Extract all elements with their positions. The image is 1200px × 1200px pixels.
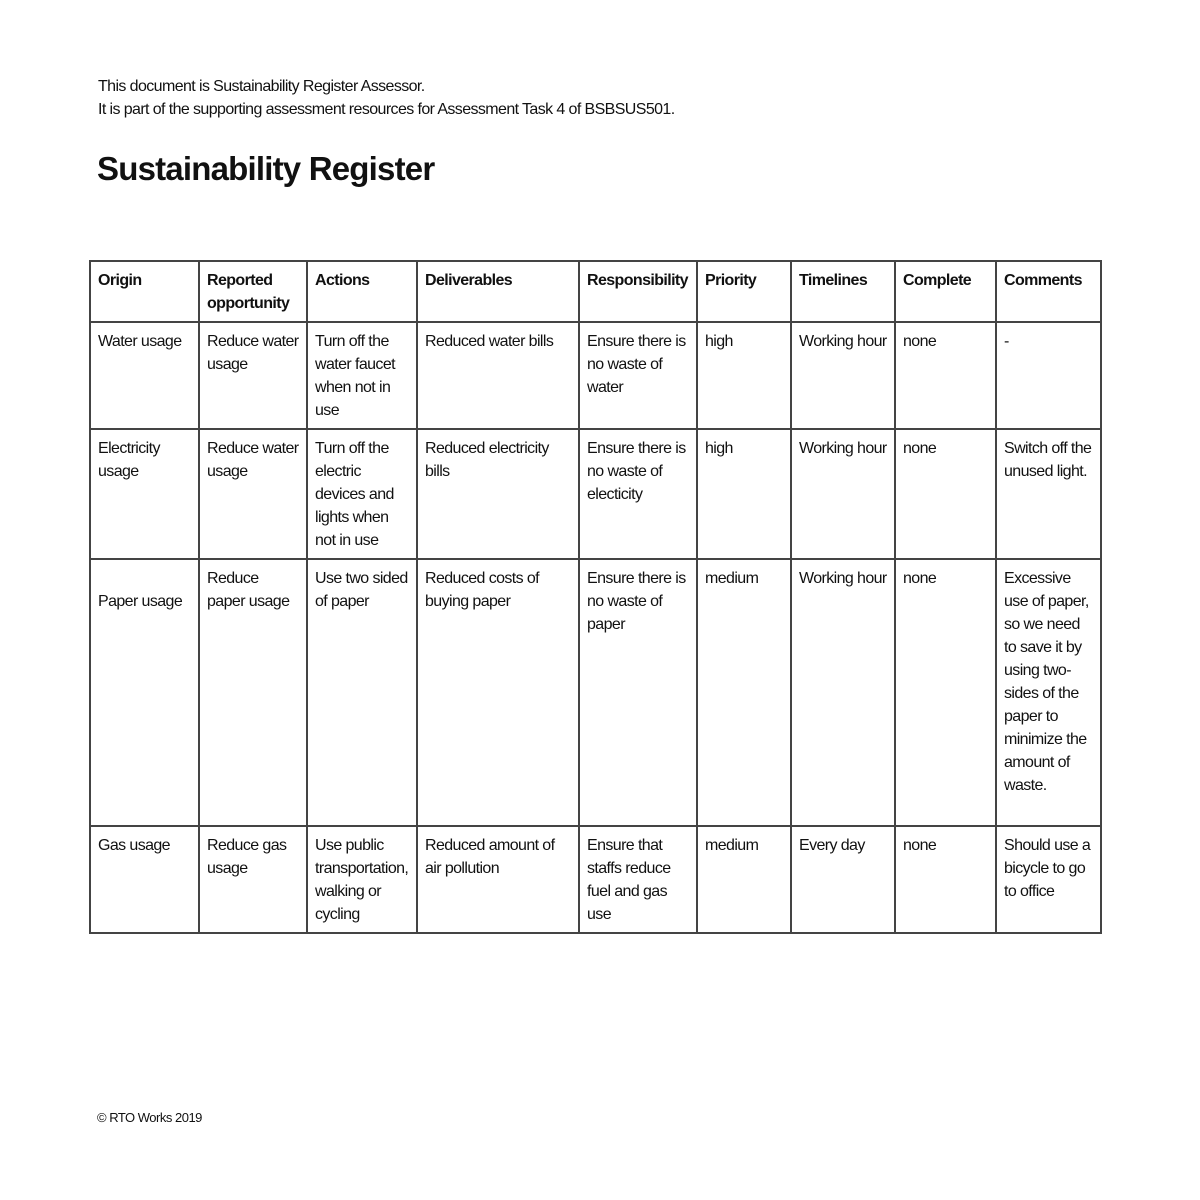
table-row bbox=[90, 322, 1101, 429]
cell-priority: medium bbox=[697, 826, 791, 933]
cell-deliverables: Reduced electricity bills bbox=[417, 429, 579, 559]
header-actions: Actions bbox=[307, 261, 417, 322]
header-priority: Priority bbox=[697, 261, 791, 322]
cell-actions: Turn off the water faucet when not in use bbox=[307, 322, 417, 429]
header-origin: Origin bbox=[90, 261, 199, 322]
cell-deliverables: Reduced water bills bbox=[417, 322, 579, 429]
table-row bbox=[90, 826, 1101, 933]
header-deliverables: Deliverables bbox=[417, 261, 579, 322]
page-title: Sustainability Register bbox=[97, 150, 435, 187]
header-comments: Comments bbox=[996, 261, 1101, 322]
intro-text bbox=[98, 75, 675, 121]
cell-complete: none bbox=[895, 559, 996, 826]
cell-priority: high bbox=[697, 322, 791, 429]
cell-priority: medium bbox=[697, 559, 791, 826]
cell-comments: - bbox=[996, 322, 1101, 429]
cell-actions: Use two sided of paper bbox=[307, 559, 417, 826]
cell-complete: none bbox=[895, 322, 996, 429]
table-row bbox=[90, 559, 1101, 826]
cell-deliverables: Reduced costs of buying paper bbox=[417, 559, 579, 826]
table-header-row bbox=[90, 261, 1101, 322]
header-reported-opportunity: Reported opportunity bbox=[199, 261, 307, 322]
cell-timelines: Working hour bbox=[791, 559, 895, 826]
cell-complete: none bbox=[895, 826, 996, 933]
cell-comments: Excessive use of paper, so we need to save it by using two-sides of the paper to minimize the amount of waste. bbox=[996, 559, 1101, 826]
cell-actions: Use public transportation, walking or cycling bbox=[307, 826, 417, 933]
cell-priority: high bbox=[697, 429, 791, 559]
cell-origin: Water usage bbox=[90, 322, 199, 429]
cell-origin: Paper usage bbox=[90, 559, 199, 826]
header-complete: Complete bbox=[895, 261, 996, 322]
cell-responsibility: Ensure there is no waste of electicity bbox=[579, 429, 697, 559]
cell-timelines: Working hour bbox=[791, 322, 895, 429]
intro-line-2: It is part of the supporting assessment resources for Assessment Task 4 of BSBSUS501. bbox=[98, 101, 675, 118]
sustainability-register-table bbox=[89, 260, 1102, 934]
cell-complete: none bbox=[895, 429, 996, 559]
cell-opportunity: Reduce gas usage bbox=[199, 826, 307, 933]
header-timelines: Timelines bbox=[791, 261, 895, 322]
cell-responsibility: Ensure that staffs reduce fuel and gas use bbox=[579, 826, 697, 933]
cell-origin: Gas usage bbox=[90, 826, 199, 933]
cell-responsibility: Ensure there is no waste of water bbox=[579, 322, 697, 429]
cell-comments: Should use a bicycle to go to office bbox=[996, 826, 1101, 933]
table-row bbox=[90, 429, 1101, 559]
cell-comments: Switch off the unused light. bbox=[996, 429, 1101, 559]
cell-opportunity: Reduce water usage bbox=[199, 322, 307, 429]
footer-copyright: © RTO Works 2019 bbox=[97, 1110, 202, 1125]
cell-actions: Turn off the electric devices and lights when not in use bbox=[307, 429, 417, 559]
cell-timelines: Every day bbox=[791, 826, 895, 933]
cell-timelines: Working hour bbox=[791, 429, 895, 559]
cell-opportunity: Reduce paper usage bbox=[199, 559, 307, 826]
cell-origin: Electricity usage bbox=[90, 429, 199, 559]
cell-deliverables: Reduced amount of air pollution bbox=[417, 826, 579, 933]
header-responsibility: Responsibility bbox=[579, 261, 697, 322]
cell-responsibility: Ensure there is no waste of paper bbox=[579, 559, 697, 826]
intro-line-1: This document is Sustainability Register Assessor. bbox=[98, 78, 425, 95]
cell-opportunity: Reduce water usage bbox=[199, 429, 307, 559]
